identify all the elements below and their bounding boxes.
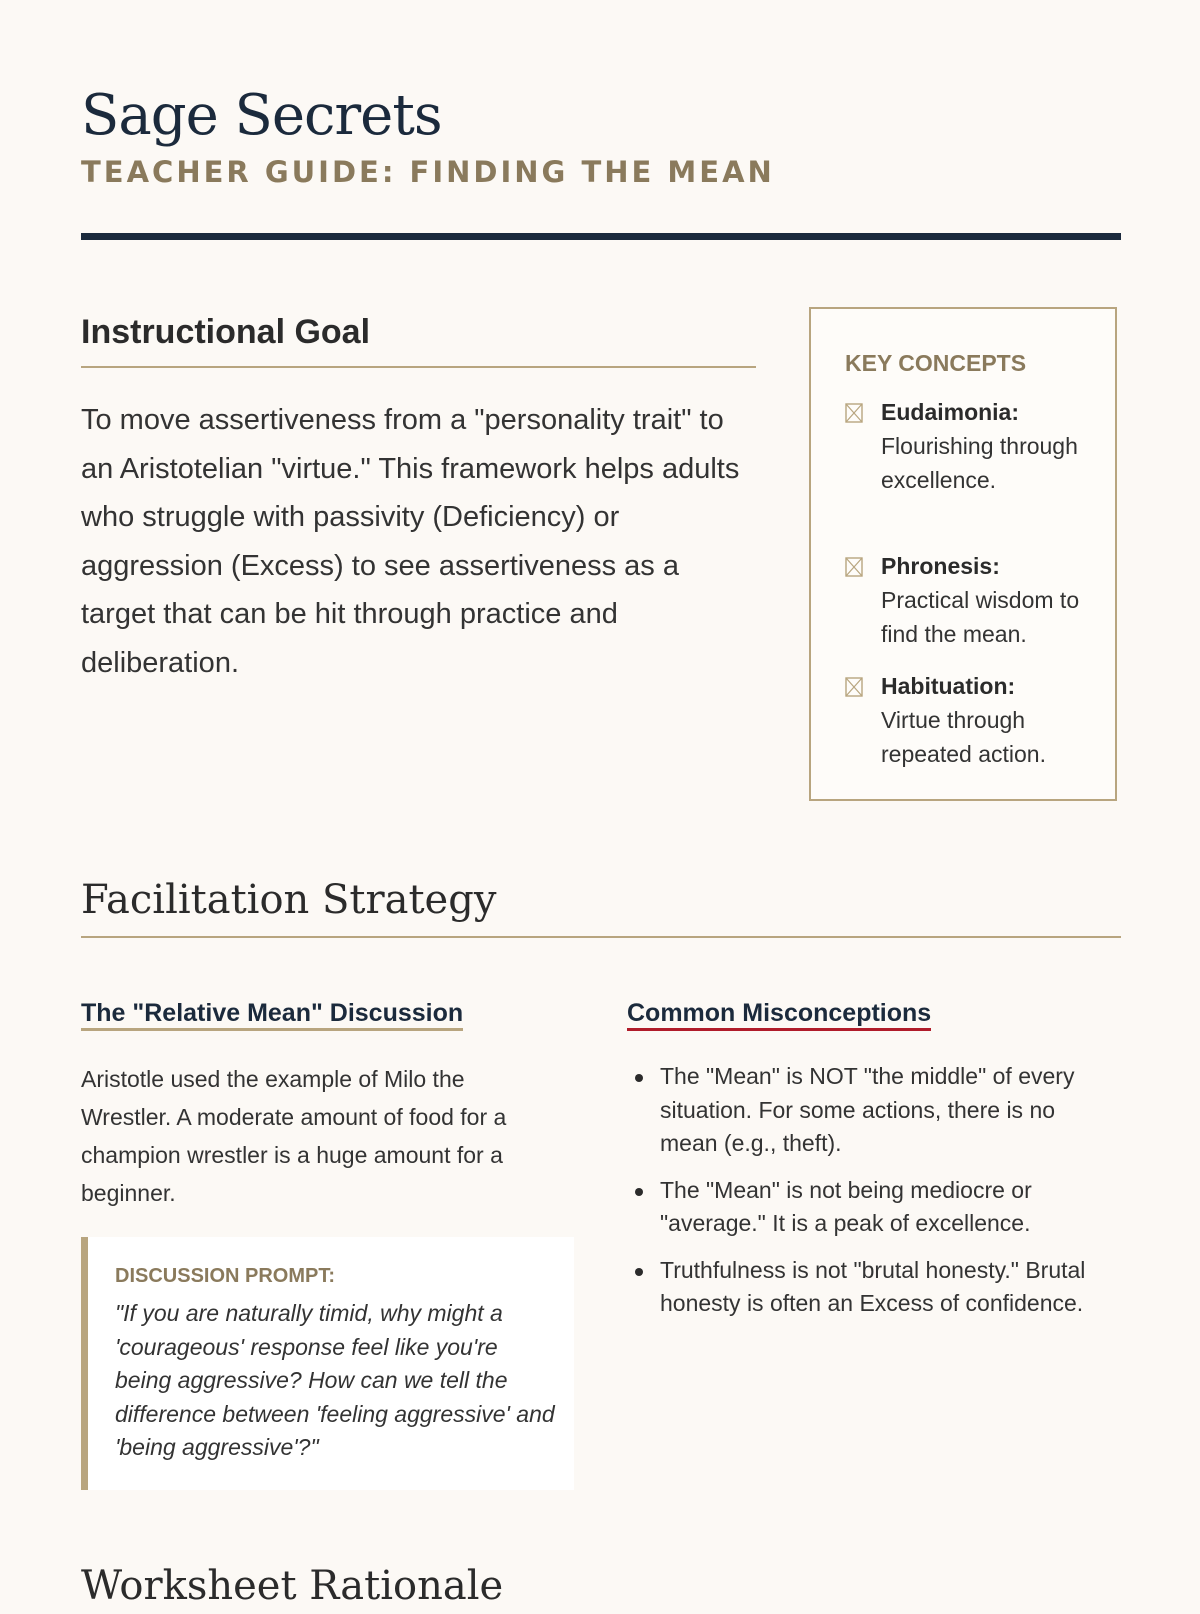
square-x-icon — [845, 403, 863, 423]
misconceptions-heading — [627, 996, 931, 1030]
concept-term: Phronesis: — [881, 553, 1000, 579]
list-item: Truthfulness is not "brutal honesty." Brutal honesty is often an Excess of confidence. — [627, 1254, 1107, 1321]
square-x-icon — [845, 677, 863, 697]
key-concepts-box — [809, 307, 1117, 801]
page-subtitle: TEACHER GUIDE: FINDING THE MEAN — [81, 155, 775, 189]
worksheet-rationale-heading: Worksheet Rationale — [81, 1563, 504, 1609]
instructional-goal-body: To move assertiveness from a "personality trait" to an Aristotelian "virtue." This framework helps adults who struggle with passivity (Deficiency) or aggression (Excess) to see assertiveness as a target that can be hit through practice and deliberation. — [81, 404, 740, 679]
discussion-prompt-label: DISCUSSION PROMPT: — [115, 1265, 336, 1287]
relative-mean-heading — [81, 996, 463, 1030]
concept-definition: Practical wisdom to find the mean. — [881, 587, 1080, 647]
facilitation-strategy-heading: Facilitation Strategy — [81, 877, 497, 923]
relative-mean-body: Aristotle used the example of Milo the Wrestler. A moderate amount of food for a champion wrestler is a huge amount for a beginner. — [81, 1066, 507, 1206]
misconceptions-heading-text: Common Misconceptions — [627, 999, 931, 1031]
concept-term: Habituation: — [881, 673, 1016, 699]
relative-mean-heading-text: The "Relative Mean" Discussion — [81, 999, 463, 1031]
discussion-prompt-text: "If you are naturally timid, why might a 'courageous' response feel like you're being aggressive? How can we tell the difference between 'feeling aggressive' and 'being aggressive'?" — [115, 1300, 555, 1460]
instructional-goal-divider — [81, 366, 756, 368]
concept-definition: Virtue through repeated action. — [881, 707, 1046, 767]
concept-definition: Flourishing through excellence. — [881, 433, 1078, 493]
page-title: Sage Secrets — [81, 83, 442, 148]
misconceptions-list — [627, 1060, 1107, 1334]
header-divider — [81, 233, 1121, 240]
instructional-goal-heading: Instructional Goal — [81, 313, 371, 351]
concept-term: Eudaimonia: — [881, 399, 1020, 425]
list-item: The "Mean" is not being mediocre or "average." It is a peak of excellence. — [627, 1174, 1107, 1241]
facilitation-divider — [81, 936, 1121, 938]
discussion-prompt-box — [81, 1237, 574, 1490]
key-concepts-title: KEY CONCEPTS — [845, 350, 1027, 376]
list-item: The "Mean" is NOT "the middle" of every situation. For some actions, there is no mean (e.g., theft). — [627, 1060, 1107, 1161]
square-x-icon — [845, 557, 863, 577]
